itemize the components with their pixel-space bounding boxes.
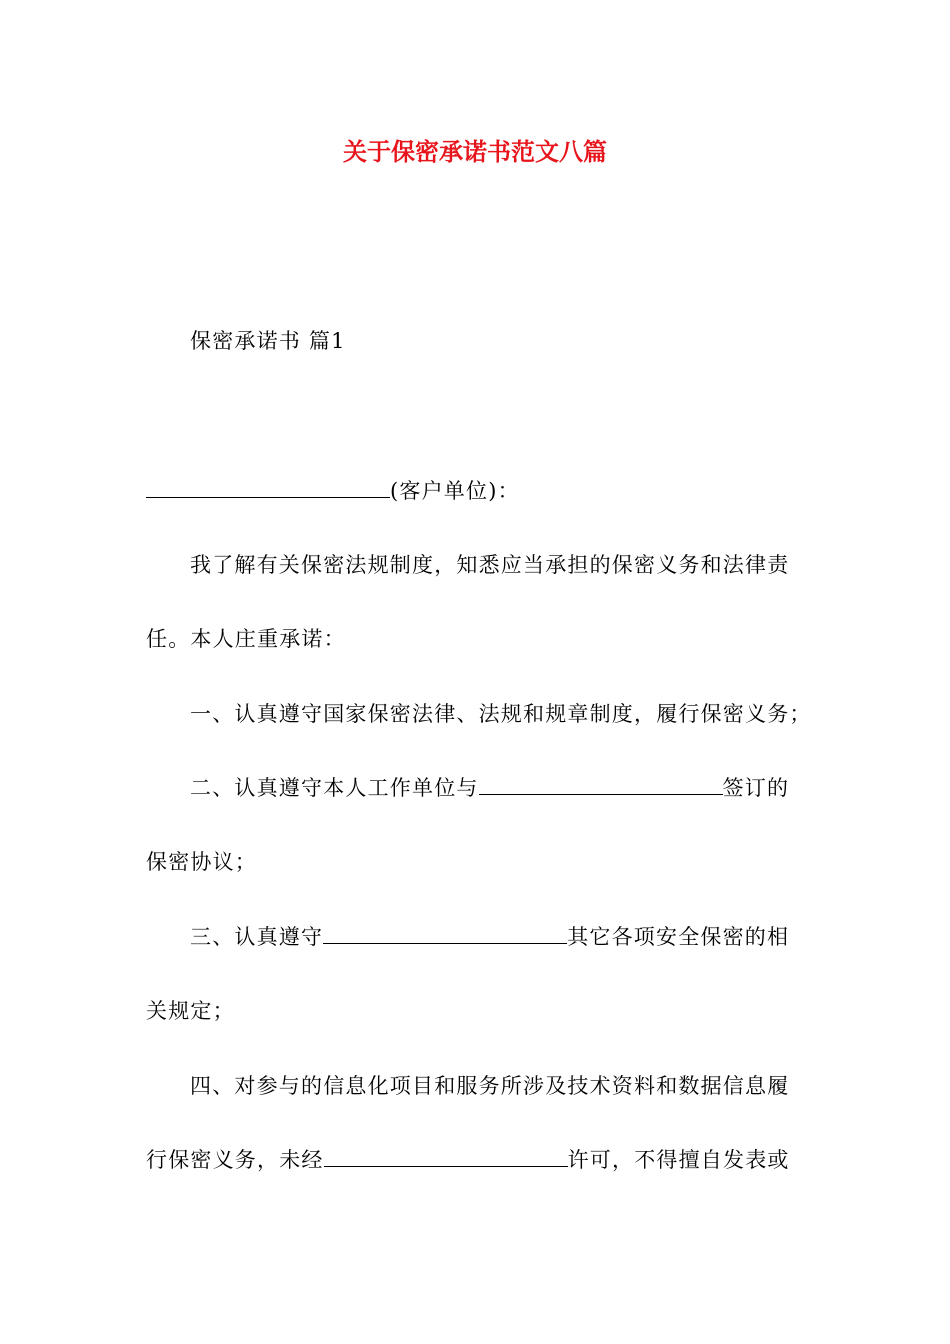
paragraph-1-line-2: 任。本人庄重承诺： bbox=[146, 627, 346, 651]
item-4-line-1: 四、对参与的信息化项目和服务所涉及技术资料和数据信息履 bbox=[190, 1074, 790, 1098]
blank-field-client bbox=[146, 477, 390, 498]
addressee-line bbox=[146, 476, 520, 506]
item-3-suffix: 其它各项安全保密的相 bbox=[567, 925, 790, 949]
item-2-prefix: 二、认真遵守本人工作单位与 bbox=[190, 776, 479, 800]
item-1: 一、认真遵守国家保密法律、法规和规章制度，履行保密义务； bbox=[190, 702, 812, 726]
item-2-suffix: 签订的 bbox=[722, 776, 790, 800]
item-3-line-2: 关规定； bbox=[146, 999, 235, 1023]
item-2-line-1 bbox=[190, 773, 789, 803]
blank-field-item-4 bbox=[324, 1146, 568, 1167]
item-4-suffix: 许可，不得擅自发表或 bbox=[567, 1148, 790, 1172]
document-title: 关于保密承诺书范文八篇 bbox=[343, 137, 607, 166]
section-heading: 保密承诺书 篇1 bbox=[190, 329, 346, 353]
blank-field-item-2 bbox=[479, 774, 723, 795]
item-3-prefix: 三、认真遵守 bbox=[190, 925, 324, 949]
item-2-line-2: 保密协议； bbox=[146, 850, 257, 874]
item-4-line-2 bbox=[146, 1145, 790, 1175]
paragraph-1-line-1: 我了解有关保密法规制度，知悉应当承担的保密义务和法律责 bbox=[190, 553, 790, 577]
item-4-prefix: 行保密义务，未经 bbox=[146, 1148, 324, 1172]
addressee-suffix: (客户单位)： bbox=[390, 479, 520, 503]
item-3-line-1 bbox=[190, 922, 789, 952]
blank-field-item-3 bbox=[323, 923, 567, 944]
